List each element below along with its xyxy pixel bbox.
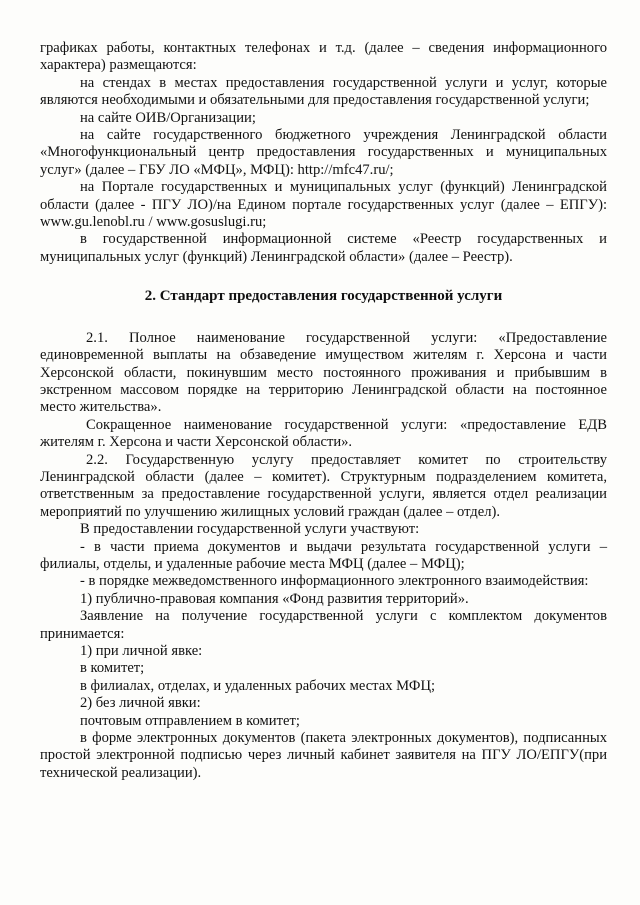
paragraph-mfc-site: на сайте государственного бюджетного учреждения Ленинградской области «Многофункциональный центр предоставления государственных и муниципальных услуг» (далее – ГБУ ЛО «МФЦ», МФЦ): http://mfc47.ru/; bbox=[40, 127, 607, 178]
paragraph-registry: в государственной информационной системе «Реестр государственных и муниципальных услуг (функций) Ленинградской области» (далее – Реестр). bbox=[40, 231, 607, 265]
paragraph-short-name: Сокращенное наименование государственной услуги: «предоставление ЕДВ жителям г. Херсона и части Херсонской области». bbox=[40, 416, 607, 451]
list-item-mfc: - в части приема документов и выдачи результата государственной услуги – филиалы, отделы, и удаленные рабочие места МФЦ (далее – МФЦ); bbox=[40, 538, 607, 572]
paragraph-contact-info: графиках работы, контактных телефонах и т.д. (далее – сведения информационного характера) размещаются: bbox=[40, 40, 607, 74]
paragraph-oiv-site: на сайте ОИВ/Организации; bbox=[80, 109, 256, 126]
list-item-remote: 2) без личной явки: bbox=[80, 695, 201, 712]
list-item-committee: в комитет; bbox=[80, 660, 145, 677]
paragraph-2-2: 2.2. Государственную услугу предоставляет комитет по строительству Ленинградской области (далее – комитет). Структурным подразделением комитета, ответственным за предоставление государственной услуги, является отдел реализации мероприятий по улучшению жилищных условий граждан (далее – отдел). bbox=[40, 451, 607, 520]
list-item-mail: почтовым отправлением в комитет; bbox=[80, 712, 300, 729]
paragraph-stands: на стендах в местах предоставления государственной услуги и услуг, которые являются необходимыми и обязательными для предоставления государственной услуги; bbox=[40, 74, 607, 109]
paragraph-portal: на Портале государственных и муниципальных услуг (функций) Ленинградской области (далее - ПГУ ЛО)/на Едином портале государственных услуг (далее – ЕПГУ): www.gu.lenobl.ru / www.gosuslugi.ru; bbox=[40, 179, 607, 231]
paragraph-application: Заявление на получение государственной услуги с комплектом документов принимается: bbox=[40, 608, 607, 642]
list-item-in-person: 1) при личной явке: bbox=[80, 643, 203, 659]
paragraph-2-1: 2.1. Полное наименование государственной услуги: «Предоставление единовременной выплаты на обзаведение имуществом жителям г. Херсона и части Херсонской области, покинувшим место постоянного проживания и прибывшим в экстренном массовом порядке на территорию Ленинградской области на постоянное место жительства». bbox=[40, 329, 607, 416]
list-item-fund: 1) публично-правовая компания «Фонд развития территорий». bbox=[80, 590, 469, 607]
paragraph-participants: В предоставлении государственной услуги участвуют: bbox=[80, 521, 420, 538]
list-item-mfc-branches: в филиалах, отделах, и удаленных рабочих местах МФЦ; bbox=[80, 677, 436, 694]
list-item-interagency: - в порядке межведомственного информационного электронного взаимодействия: bbox=[80, 573, 589, 590]
list-item-electronic: в форме электронных документов (пакета электронных документов), подписанных простой электронной подписью через личный кабинет заявителя на ПГУ ЛО/ЕПГУ(при технической реализации). bbox=[40, 730, 607, 781]
section-heading: 2. Стандарт предоставления государственной услуги bbox=[144, 288, 503, 305]
